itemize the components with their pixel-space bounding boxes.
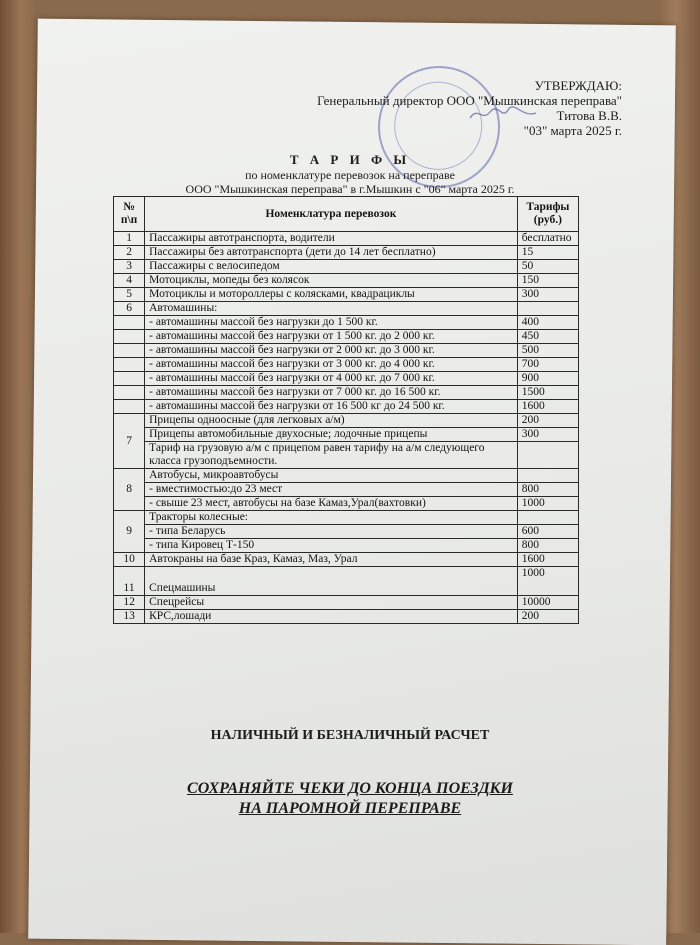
table-row <box>114 469 579 483</box>
row-price: 200 <box>517 610 578 624</box>
row-price <box>517 442 578 469</box>
row-price: 10000 <box>517 596 578 610</box>
row-number: 8 <box>114 469 145 511</box>
approval-date: "03" марта 2025 г. <box>523 123 622 138</box>
row-price: 800 <box>517 483 578 497</box>
row-number <box>114 358 145 372</box>
approval-heading: УТВЕРЖДАЮ: <box>534 78 622 93</box>
row-name: - автомашины массой без нагрузки от 2 000 кг. до 3 000 кг. <box>145 344 518 358</box>
row-number: 9 <box>114 511 145 553</box>
row-price: 300 <box>517 288 578 302</box>
row-name: Мотоциклы и мотороллеры с колясками, квадрациклы <box>145 288 518 302</box>
row-price: 450 <box>517 330 578 344</box>
row-price: 200 <box>517 414 578 428</box>
row-price: 50 <box>517 260 578 274</box>
table-header-row <box>114 197 579 232</box>
table-row <box>114 539 579 553</box>
table-row <box>114 246 579 260</box>
row-price <box>517 511 578 525</box>
header-price: Тарифы (руб.) <box>517 197 578 232</box>
row-price: 1600 <box>517 553 578 567</box>
approval-name: Титова В.В. <box>556 108 622 123</box>
row-name: Автомашины: <box>145 302 518 316</box>
approval-block <box>317 78 622 138</box>
table-row <box>114 567 579 596</box>
header-number: № п\п <box>114 197 145 232</box>
table-row <box>114 274 579 288</box>
row-price: 1500 <box>517 386 578 400</box>
table-row <box>114 525 579 539</box>
row-number: 13 <box>114 610 145 624</box>
row-price: 400 <box>517 316 578 330</box>
table-row <box>114 428 579 442</box>
row-name: - свыше 23 мест, автобусы на базе Камаз,Урал(вахтовки) <box>145 497 518 511</box>
row-name: Пассажиры автотранспорта, водители <box>145 232 518 246</box>
document-title: Т А Р И Ф Ы <box>289 152 411 167</box>
row-price <box>517 469 578 483</box>
row-name: - вместимостью:до 23 мест <box>145 483 518 497</box>
table-row <box>114 414 579 428</box>
row-name: Пассажиры с велосипедом <box>145 260 518 274</box>
row-price: бесплатно <box>517 232 578 246</box>
table-row <box>114 358 579 372</box>
tariffs-table <box>113 196 579 624</box>
row-number: 7 <box>114 414 145 469</box>
header-name: Номенклатура перевозок <box>145 197 518 232</box>
row-name: Прицепы автомобильные двухосные; лодочные прицепы <box>145 428 518 442</box>
row-price: 15 <box>517 246 578 260</box>
row-name: - автомашины массой без нагрузки от 7 000 кг. до 16 500 кг. <box>145 386 518 400</box>
row-number: 1 <box>114 232 145 246</box>
row-number <box>114 330 145 344</box>
row-number: 6 <box>114 302 145 316</box>
row-price <box>517 302 578 316</box>
row-price: 700 <box>517 358 578 372</box>
row-name: Спецрейсы <box>145 596 518 610</box>
row-number <box>114 344 145 358</box>
table-row <box>114 288 579 302</box>
row-price: 600 <box>517 525 578 539</box>
row-name: - автомашины массой без нагрузки от 3 000 кг. до 4 000 кг. <box>145 358 518 372</box>
table-row <box>114 497 579 511</box>
table-row <box>114 386 579 400</box>
row-name: Автокраны на базе Краз, Камаз, Маз, Урал <box>145 553 518 567</box>
document-subtitle-line2: ООО "Мышкинская переправа" в г.Мышкин с "06" марта 2025 г. <box>185 182 515 196</box>
row-number: 10 <box>114 553 145 567</box>
table-row <box>114 400 579 414</box>
row-number <box>114 316 145 330</box>
slogan-line1: СОХРАНЯЙТЕ ЧЕКИ ДО КОНЦА ПОЕЗДКИ <box>187 780 513 797</box>
table-row <box>114 344 579 358</box>
row-name: Спецмашины <box>145 567 518 596</box>
table-row <box>114 511 579 525</box>
row-name: Мотоциклы, мопеды без колясок <box>145 274 518 288</box>
row-number: 2 <box>114 246 145 260</box>
table-row <box>114 372 579 386</box>
row-number: 4 <box>114 274 145 288</box>
row-price: 1000 <box>517 497 578 511</box>
row-name: - типа Кировец Т-150 <box>145 539 518 553</box>
table-row <box>114 483 579 497</box>
row-name: - автомашины массой без нагрузки до 1 500 кг. <box>145 316 518 330</box>
row-price: 1000 <box>517 567 578 596</box>
row-name: Тариф на грузовую а/м с прицепом равен тарифу на а/м следующего класса грузоподъемности. <box>145 442 518 469</box>
row-name: Тракторы колесные: <box>145 511 518 525</box>
row-name: - автомашины массой без нагрузки от 1 500 кг. до 2 000 кг. <box>145 330 518 344</box>
table-row <box>114 260 579 274</box>
row-price: 300 <box>517 428 578 442</box>
table-row <box>114 302 579 316</box>
table-row <box>114 232 579 246</box>
row-number: 12 <box>114 596 145 610</box>
row-price: 500 <box>517 344 578 358</box>
row-number: 3 <box>114 260 145 274</box>
slogan-line2: НА ПАРОМНОЙ ПЕРЕПРАВЕ <box>238 800 462 817</box>
document-subtitle-line1: по номенклатуре перевозок на переправе <box>245 168 455 182</box>
approval-position: Генеральный директор ООО "Мышкинская переправа" <box>317 93 622 108</box>
row-price: 900 <box>517 372 578 386</box>
row-number <box>114 386 145 400</box>
payment-note: НАЛИЧНЫЙ И БЕЗНАЛИЧНЫЙ РАСЧЕТ <box>210 728 490 743</box>
row-name: Пассажиры без автотранспорта (дети до 14 лет бесплатно) <box>145 246 518 260</box>
row-name: КРС,лошади <box>145 610 518 624</box>
row-name: - типа Беларусь <box>145 525 518 539</box>
table-row <box>114 610 579 624</box>
row-number: 11 <box>114 567 145 596</box>
row-price: 150 <box>517 274 578 288</box>
row-price: 1600 <box>517 400 578 414</box>
row-number: 5 <box>114 288 145 302</box>
table-row <box>114 553 579 567</box>
table-row <box>114 442 579 469</box>
row-name: - автомашины массой без нагрузки от 4 000 кг. до 7 000 кг. <box>145 372 518 386</box>
row-name: - автомашины массой без нагрузки от 16 500 кг до 24 500 кг. <box>145 400 518 414</box>
row-name: Прицепы одноосные (для легковых а/м) <box>145 414 518 428</box>
table-row <box>114 596 579 610</box>
row-number <box>114 372 145 386</box>
row-number <box>114 400 145 414</box>
table-row <box>114 330 579 344</box>
row-price: 800 <box>517 539 578 553</box>
table-row <box>114 316 579 330</box>
row-name: Автобусы, микроавтобусы <box>145 469 518 483</box>
